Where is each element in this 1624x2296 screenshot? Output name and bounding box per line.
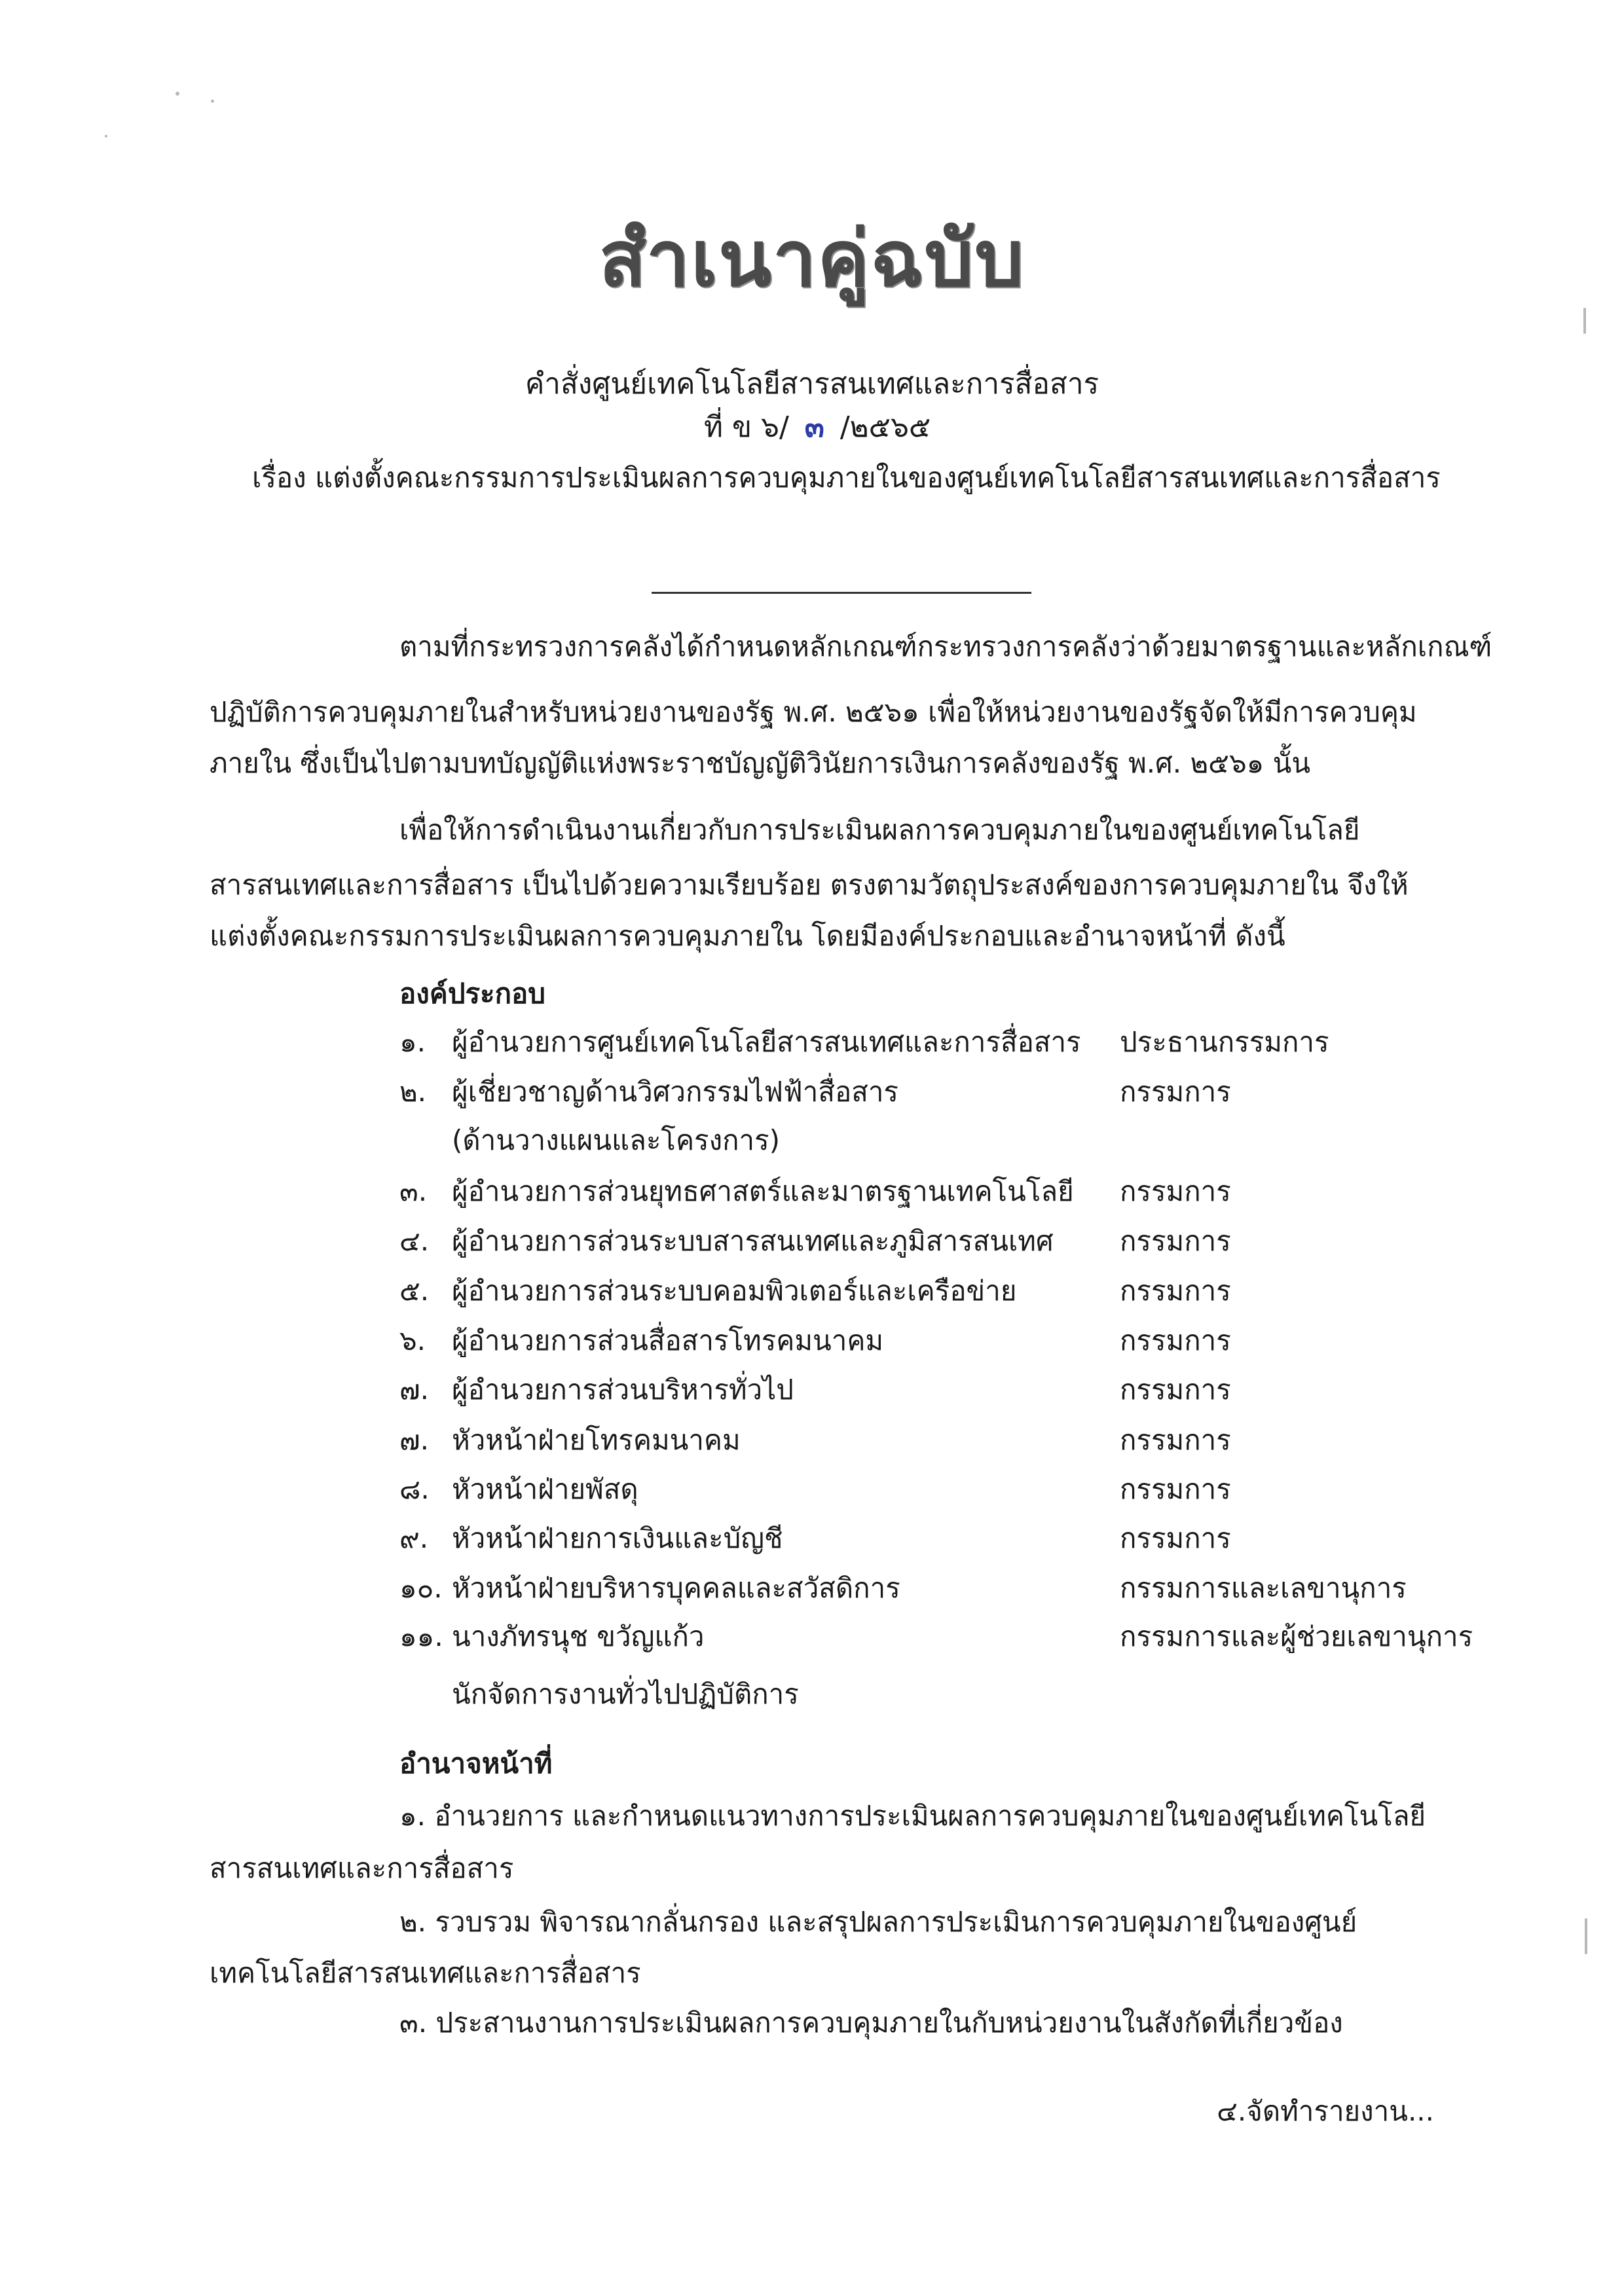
order-number-prefix: ที่ ข ๖/ (704, 410, 789, 444)
member-number: ๗. (399, 1424, 429, 1456)
member-row (399, 1172, 1513, 1211)
duty-3-line-1: ๓. ประสานงานการประเมินผลการควบคุมภายในกับหน่วยงานในสังกัดที่เกี่ยวข้อง (399, 2007, 1343, 2039)
member-row (399, 1470, 1513, 1509)
member-row-continuation (399, 1121, 1513, 1160)
member-name: ผู้อำนวยการส่วนสื่อสารโทรคมนาคม (452, 1324, 884, 1357)
member-number: ๕. (399, 1275, 430, 1307)
member-number: ๒. (399, 1076, 427, 1108)
member-role: กรรมการ (1120, 1473, 1231, 1505)
order-number-handwritten: ๓ (804, 410, 824, 444)
duty-1-line-2: สารสนเทศและการสื่อสาร (210, 1852, 514, 1884)
member-number: ๓. (399, 1175, 428, 1207)
member-name-line-2: (ด้านวางแผนและโครงการ) (452, 1124, 781, 1156)
member-role: กรรมการและเลขานุการ (1120, 1572, 1407, 1604)
member-role: ประธานกรรมการ (1120, 1026, 1329, 1058)
member-row (399, 1421, 1513, 1460)
member-number: ๖. (399, 1324, 426, 1357)
member-role: กรรมการและผู้ช่วยเลขานุการ (1120, 1620, 1473, 1652)
order-subject: เรื่อง แต่งตั้งคณะกรรมการประเมินผลการควบคุมภายในของศูนย์เทคโนโลยีสารสนเทศและการสื่อสาร (252, 462, 1441, 494)
order-number (704, 408, 931, 447)
scan-speck (211, 100, 214, 103)
scan-speck (105, 135, 107, 137)
member-name: หัวหน้าฝ่ายบริหารบุคคลและสวัสดิการ (452, 1572, 900, 1604)
member-name: ผู้เชี่ยวชาญด้านวิศวกรรมไฟฟ้าสื่อสาร (452, 1076, 898, 1108)
member-role: กรรมการ (1120, 1522, 1231, 1554)
member-role: กรรมการ (1120, 1324, 1231, 1357)
member-number: ๙. (399, 1522, 429, 1554)
member-number: ๗. (399, 1374, 429, 1406)
member-row (399, 1222, 1513, 1261)
member-role: กรรมการ (1120, 1424, 1231, 1456)
member-row (399, 1370, 1513, 1410)
member-name-line-2: นักจัดการงานทั่วไปปฏิบัติการ (452, 1678, 799, 1710)
member-role: กรรมการ (1120, 1374, 1231, 1406)
member-row (399, 1072, 1513, 1112)
composition-heading: องค์ประกอบ (399, 977, 545, 1010)
duty-2-line-1: ๒. รวบรวม พิจารณากลั่นกรอง และสรุปผลการประเมินการควบคุมภายในของศูนย์ (399, 1906, 1357, 1938)
member-number: ๔. (399, 1225, 430, 1257)
duty-1-line-1: ๑. อำนวยการ และกำหนดแนวทางการประเมินผลการควบคุมภายในของศูนย์เทคโนโลยี (399, 1800, 1426, 1832)
continuation-note: ๔.จัดทำรายงาน... (1217, 2095, 1434, 2127)
paragraph-1-line-1: ตามที่กระทรวงการคลังได้กำหนดหลักเกณฑ์กระทรวงการคลังว่าด้วยมาตรฐานและหลักเกณฑ์ (399, 630, 1492, 663)
member-row (399, 1321, 1513, 1360)
member-number: ๑๑. (399, 1620, 443, 1652)
member-number: ๘. (399, 1473, 430, 1505)
paragraph-1-line-3: ภายใน ซึ่งเป็นไปตามบทบัญญัติแห่งพระราชบัญญัติวินัยการเงินการคลังของรัฐ พ.ศ. ๒๕๖๑ นั้น (210, 747, 1311, 779)
paragraph-2-line-3: แต่งตั้งคณะกรรมการประเมินผลการควบคุมภายใน โดยมีองค์ประกอบและอำนาจหน้าที่ ดังนี้ (210, 920, 1285, 952)
member-role: กรรมการ (1120, 1225, 1231, 1257)
member-role: กรรมการ (1120, 1275, 1231, 1307)
paragraph-2-line-2: สารสนเทศและการสื่อสาร เป็นไปด้วยความเรียบร้อย ตรงตามวัตถุประสงค์ของการควบคุมภายใน จึงให้ (210, 869, 1409, 901)
member-role: กรรมการ (1120, 1076, 1231, 1108)
member-name: หัวหน้าฝ่ายโทรคมนาคม (452, 1424, 741, 1456)
member-name: ผู้อำนวยการส่วนระบบสารสนเทศและภูมิสารสนเทศ (452, 1225, 1054, 1257)
member-row (399, 1023, 1513, 1062)
member-row (399, 1569, 1513, 1608)
scan-speck (1585, 1918, 1587, 1954)
member-name: หัวหน้าฝ่ายการเงินและบัญชี (452, 1522, 783, 1554)
duties-heading: อำนาจหน้าที่ (399, 1747, 553, 1779)
paragraph-1-line-2: ปฏิบัติการควบคุมภายในสำหรับหน่วยงานของรัฐ พ.ศ. ๒๕๖๑ เพื่อให้หน่วยงานของรัฐจัดให้มีการควบคุม (210, 696, 1417, 728)
duty-2-line-2: เทคโนโลยีสารสนเทศและการสื่อสาร (210, 1957, 641, 1989)
member-row (399, 1271, 1513, 1311)
member-number: ๑๐. (399, 1572, 443, 1604)
order-title: คำสั่งศูนย์เทคโนโลยีสารสนเทศและการสื่อสาร (525, 367, 1099, 401)
member-row (399, 1617, 1513, 1656)
member-row (399, 1519, 1513, 1558)
copy-stamp-title: สำเนาคู่ฉบับ (599, 213, 1025, 304)
member-name: หัวหน้าฝ่ายพัสดุ (452, 1473, 638, 1505)
order-number-suffix: /๒๕๖๕ (840, 410, 931, 444)
divider-line (652, 592, 1031, 594)
paragraph-2-line-1: เพื่อให้การดำเนินงานเกี่ยวกับการประเมินผลการควบคุมภายในของศูนย์เทคโนโลยี (399, 814, 1360, 846)
scan-speck (175, 92, 179, 96)
member-name: ผู้อำนวยการส่วนบริหารทั่วไป (452, 1374, 794, 1406)
member-name: ผู้อำนวยการศูนย์เทคโนโลยีสารสนเทศและการสื่อสาร (452, 1026, 1081, 1058)
member-name: ผู้อำนวยการส่วนระบบคอมพิวเตอร์และเครือข่าย (452, 1275, 1017, 1307)
member-role: กรรมการ (1120, 1175, 1231, 1207)
member-number: ๑. (399, 1026, 426, 1058)
member-row-continuation (399, 1675, 1513, 1714)
member-name: นางภัทรนุช ขวัญแก้ว (452, 1620, 705, 1652)
member-name: ผู้อำนวยการส่วนยุทธศาสตร์และมาตรฐานเทคโนโลยี (452, 1175, 1074, 1207)
